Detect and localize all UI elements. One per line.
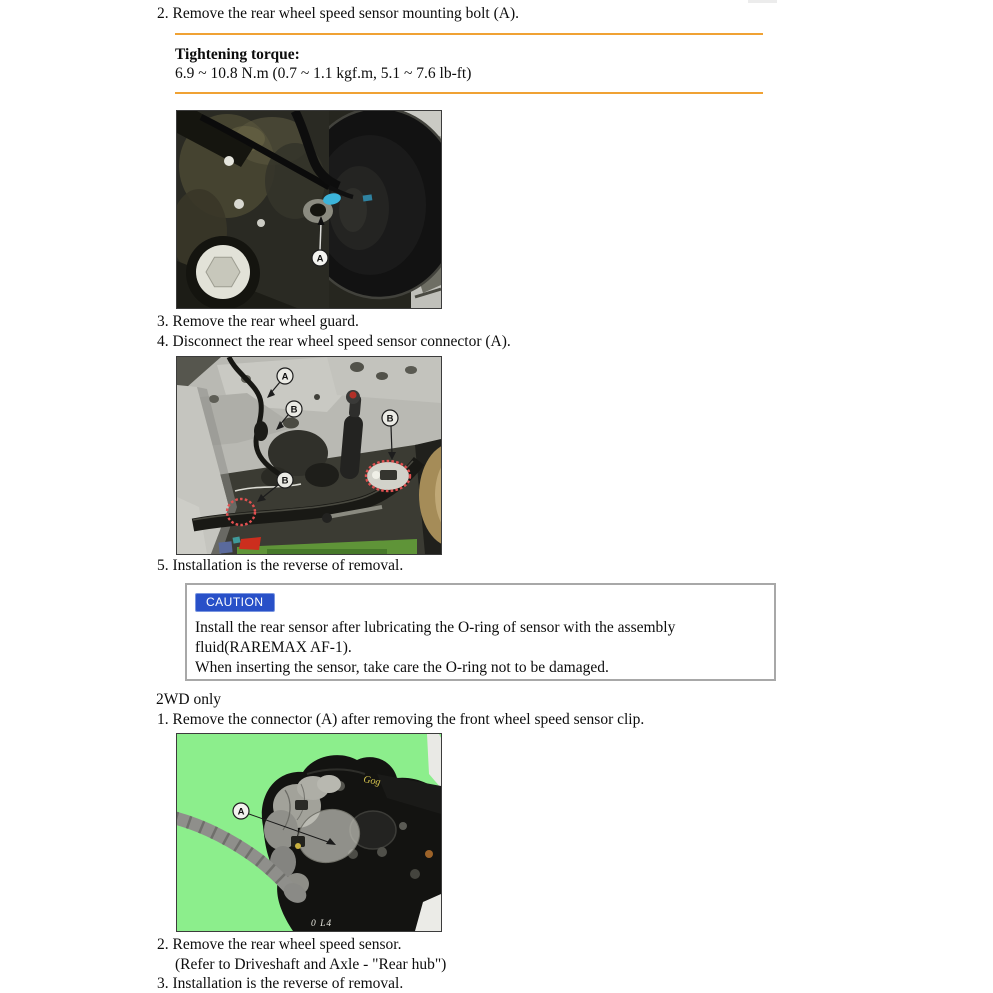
step-reference-note: (Refer to Driveshaft and Axle - "Rear hub") [175,956,447,973]
step-remove-mounting-bolt: 2. Remove the rear wheel speed sensor mounting bolt (A). [157,5,520,22]
rear-bolt-illustration [177,111,441,308]
front-sensor-illustration [177,734,441,931]
callout-a-label: A [281,371,289,383]
step-installation-reverse: 5. Installation is the reverse of removal. [157,557,404,574]
torque-spec-value: 6.9 ~ 10.8 N.m (0.7 ~ 1.1 kgf.m, 5.1 ~ 7.6 lb-ft) [175,65,472,82]
hex-cap-shape [186,236,260,308]
callout-a-label: A [316,253,324,265]
rear-connector-illustration [177,357,441,554]
orange-divider-top [175,33,763,35]
handwriting-bottom: 0 L4 [311,919,333,929]
orange-divider-bottom [175,92,763,94]
step-disconnect-connector: 4. Disconnect the rear wheel speed sensor connector (A). [157,333,511,350]
caution-line-oring: When inserting the sensor, take care the O-ring not to be damaged. [195,659,609,676]
step-installation-reverse-2: 3. Installation is the reverse of removal. [157,975,404,992]
step-remove-wheel-guard: 3. Remove the rear wheel guard. [157,313,359,330]
figure-front-sensor-photo [176,733,442,932]
callout-b-label: B [281,475,289,487]
step-remove-connector-clip: 1. Remove the connector (A) after removing the front wheel speed sensor clip. [157,711,645,728]
callout-b-label: B [290,404,298,416]
caution-badge: CAUTION [195,593,275,612]
figure-rear-bolt-photo [176,110,442,309]
figure-rear-connector-photo [176,356,442,555]
step-remove-speed-sensor: 2. Remove the rear wheel speed sensor. [157,936,402,953]
handwriting-top: Gog [362,774,382,788]
page-edge-artifact [748,0,777,3]
torque-spec-label: Tightening torque: [175,46,300,63]
callout-a-label: A [237,806,245,818]
callout-b-label: B [386,413,394,425]
caution-box [185,583,776,681]
caution-line-lubricate: Install the rear sensor after lubricating the O-ring of sensor with the assembly fluid(RAREMAX AF-1). [195,619,676,656]
section-heading-2wd: 2WD only [156,691,222,708]
caution-text [195,618,771,678]
